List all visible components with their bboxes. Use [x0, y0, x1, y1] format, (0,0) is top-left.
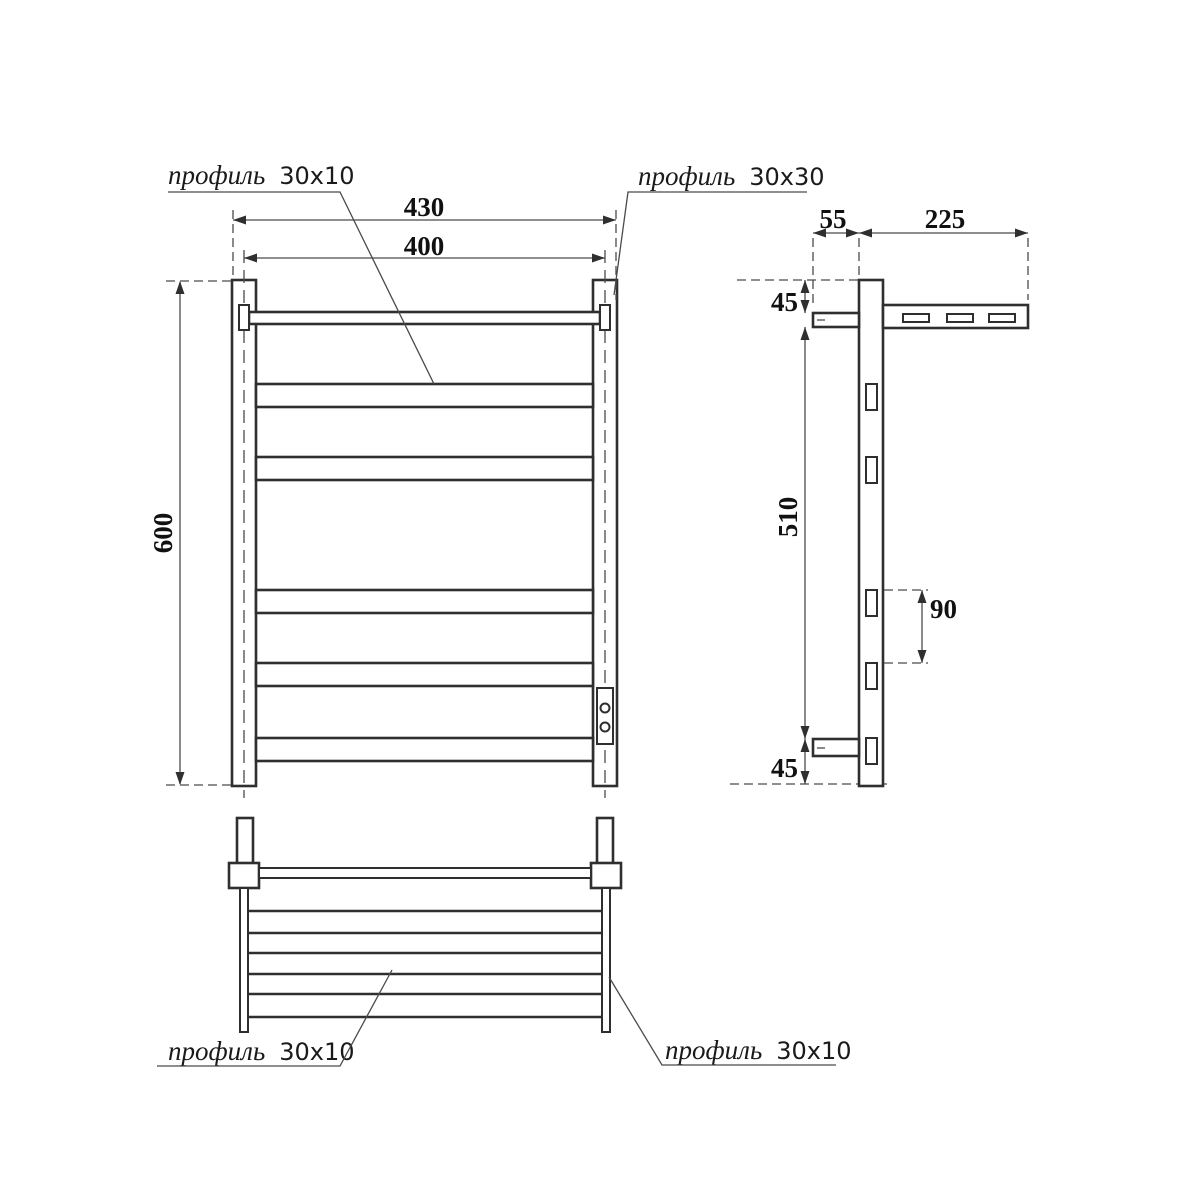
heater-box-screw-bottom: [601, 723, 610, 732]
dim-600-arrow-bottom: [176, 772, 185, 785]
dim-55-value: 55: [819, 204, 847, 234]
dim-side-bottom-offset: [771, 739, 810, 784]
dim-side-mount-length: [773, 327, 810, 739]
dim-510-arrow-top: [801, 327, 810, 340]
dim-front-mount-width: [244, 231, 605, 263]
front-rung-5: [256, 738, 593, 761]
dim-430-value: 430: [403, 192, 445, 222]
dim-90-value: 90: [930, 594, 957, 624]
front-rung-2: [256, 457, 593, 480]
dim-430-arrow-left: [233, 216, 246, 225]
dim-225-value: 225: [924, 204, 966, 234]
dim-510-value: 510: [773, 496, 803, 538]
dim-55-225-extension-lines: [813, 238, 1028, 308]
callout-front-rungs-leader: [168, 192, 434, 384]
dim-400-arrow-left: [244, 254, 257, 263]
dim-55-arrow-right: [846, 229, 859, 238]
front-rung-4: [256, 663, 593, 686]
dim-side-offsets: [813, 204, 1028, 308]
top-left-post-edge: [240, 888, 248, 1032]
side-rung-slot-5: [866, 738, 877, 764]
side-rung-slot-1: [866, 384, 877, 410]
dim-510-arrow-bottom: [801, 726, 810, 739]
dim-430-arrow-right: [603, 216, 616, 225]
dim-45-bottom-arrow-up: [801, 739, 810, 752]
dim-600-arrow-top: [176, 281, 185, 294]
front-rung-1: [256, 384, 593, 407]
side-post: [859, 280, 883, 786]
heater-box: [597, 688, 613, 744]
callout-front-posts-label: профиль 30x30: [638, 161, 825, 191]
dim-side-top-offset: [771, 280, 810, 317]
top-hanger-bar: [259, 868, 591, 878]
front-top-bar-right-bracket: [600, 305, 610, 330]
callout-top-view-post: [609, 977, 852, 1065]
dim-45-top-arrow-down: [801, 300, 810, 313]
callout-front-rungs-label: профиль 30x10: [168, 160, 355, 190]
dim-90-arrow-top: [918, 590, 927, 603]
dim-45-bottom-value: 45: [771, 753, 798, 783]
callout-front-posts-leader: [614, 192, 807, 295]
side-shelf-slot-1: [903, 314, 929, 322]
dim-600-value: 600: [148, 512, 178, 554]
front-top-bar-left-bracket: [239, 305, 249, 330]
callout-front-rungs: [168, 160, 434, 384]
callout-top-view-rung-label: профиль 30x10: [168, 1036, 355, 1066]
callout-top-view-post-label: профиль 30x10: [665, 1035, 852, 1065]
side-rung-slot-4: [866, 663, 877, 689]
dim-400-arrow-right: [592, 254, 605, 263]
side-shelf-slot-2: [947, 314, 973, 322]
side-rung-slot-3: [866, 590, 877, 616]
front-post-centerlines: [244, 250, 605, 798]
front-top-bar: [249, 312, 600, 324]
top-right-wall-stub: [597, 818, 613, 864]
dim-225-arrow-right: [1015, 229, 1028, 238]
front-rung-3: [256, 590, 593, 613]
top-right-post-edge: [602, 888, 610, 1032]
dim-side-rung-spacing: [884, 590, 957, 663]
front-view: [232, 250, 617, 798]
dim-45-top-value: 45: [771, 287, 798, 317]
top-left-bracket-block: [229, 863, 259, 888]
dim-45-bottom-arrow-down: [801, 771, 810, 784]
top-right-bracket-block: [591, 863, 621, 888]
top-view: [229, 818, 621, 1032]
side-shelf-slot-3: [989, 314, 1015, 322]
dim-45-top-arrow-up: [801, 280, 810, 293]
dim-400-value: 400: [403, 231, 445, 261]
top-left-wall-stub: [237, 818, 253, 864]
top-rung-lines: [248, 911, 602, 1017]
side-rung-slot-2: [866, 457, 877, 483]
dim-90-arrow-bottom: [918, 650, 927, 663]
callout-front-posts: [614, 161, 825, 295]
heater-box-screw-top: [601, 704, 610, 713]
dim-front-height: [148, 281, 231, 785]
dim-225-arrow-left: [859, 229, 872, 238]
